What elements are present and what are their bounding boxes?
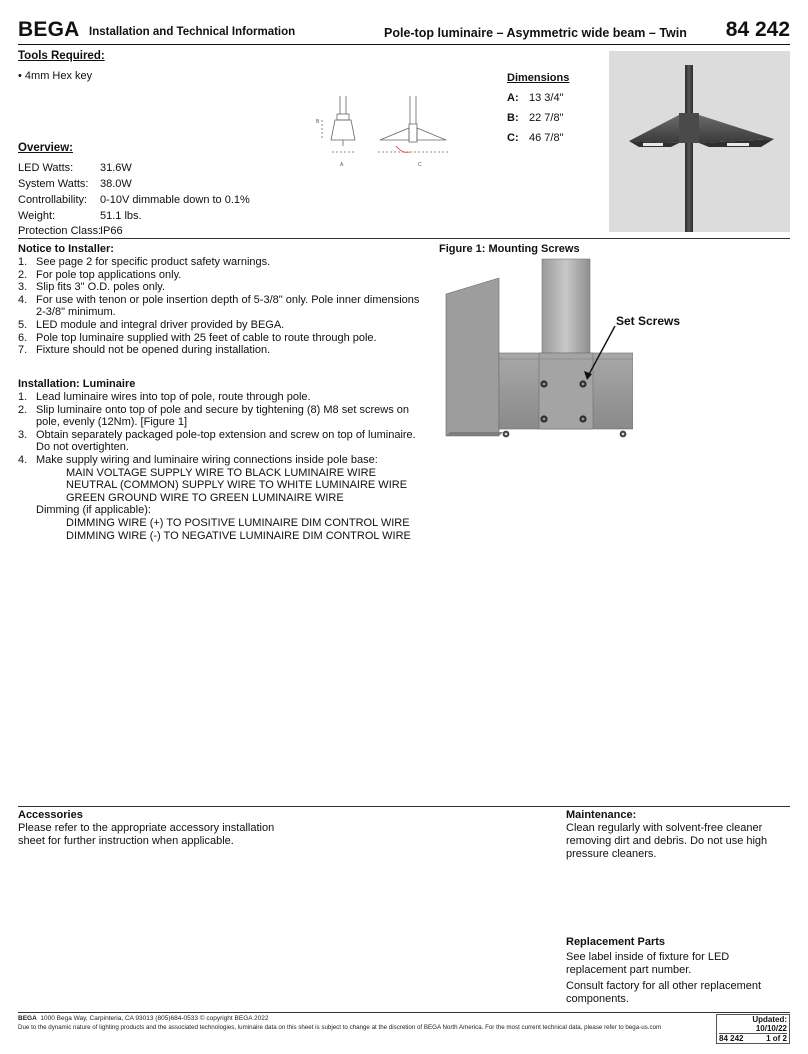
dimension-row-a xyxy=(507,92,564,104)
product-number: 84 242 xyxy=(725,18,790,41)
header-subtitle: Installation and Technical Information xyxy=(89,26,296,38)
product-photo xyxy=(609,51,790,232)
figure-caption: Figure 1: Mounting Screws xyxy=(439,243,580,255)
list-item: 5. LED module and integral driver provided by BEGA. xyxy=(18,318,285,331)
dim-c-label: C: xyxy=(507,132,519,144)
list-item: 3. Obtain separately packaged pole-top extension and screw on top of luminaire. Do not overtighten. xyxy=(18,428,416,454)
footer-updated: Updated: 10/10/22 xyxy=(752,1015,787,1033)
brand-logo: BEGA xyxy=(18,18,80,41)
tool-item: • 4mm Hex key xyxy=(18,70,93,82)
mounting-screws-figure xyxy=(443,256,633,442)
maintenance-text: Clean regularly with solvent-free cleaner removing dirt and debris. Do not use high pressure cleaners. xyxy=(566,822,768,860)
dim-label-c: C xyxy=(418,162,422,168)
accessories-heading: Accessories xyxy=(18,809,83,821)
replacement-text: See label inside of fixture for LED replacement part number. xyxy=(566,951,730,976)
spec-value: 51.1 lbs. xyxy=(100,210,142,222)
footer-disclaimer: Due to the dynamic nature of lighting products and the associated technologies, luminaire data on this sheet is subject to change at the discretion of BEGA North America. For the most current technical data, please refer to bega-us.com xyxy=(18,1024,662,1031)
spec-value: 0-10V dimmable down to 0.1% xyxy=(100,194,250,206)
notice-heading: Notice to Installer: xyxy=(18,243,114,255)
footer-update-box xyxy=(716,1014,790,1044)
list-item: 6. Pole top luminaire supplied with 25 feet of cable to route through pole. xyxy=(18,331,377,344)
header-rule xyxy=(18,44,790,45)
spec-label: LED Watts: xyxy=(18,162,74,174)
installation-section xyxy=(18,378,432,542)
list-item: 1. Lead luminaire wires into top of pole, route through pole. xyxy=(18,391,311,403)
replacement-section xyxy=(566,936,790,1006)
maintenance-section xyxy=(566,809,790,861)
wiring-line: MAIN VOLTAGE SUPPLY WIRE TO BLACK LUMINAIRE WIRE xyxy=(66,466,376,479)
list-item: 3. Slip fits 3" O.D. poles only. xyxy=(18,281,166,294)
dimension-row-c xyxy=(507,132,564,144)
footer-page: 1 of 2 xyxy=(766,1034,787,1043)
footer-address: 1000 Bega Way, Carpinteria, CA 93013 (805)684-0533 © copyright BEGA 2022 xyxy=(40,1015,269,1022)
footer xyxy=(18,1014,708,1032)
dimming-line: DIMMING WIRE (-) TO NEGATIVE LUMINAIRE DIM CONTROL WIRE xyxy=(66,529,411,542)
replacement-text: Consult factory for all other replacement components. xyxy=(566,980,762,1005)
section-divider xyxy=(18,238,790,239)
dimming-label: Dimming (if applicable): xyxy=(36,504,151,517)
list-item: 2. For pole top applications only. xyxy=(18,268,182,281)
list-item: 4. Make supply wiring and luminaire wiring connections inside pole base: xyxy=(18,453,378,466)
spec-value: 38.0W xyxy=(100,178,132,190)
dimension-row-b xyxy=(507,112,564,124)
overview-heading: Overview: xyxy=(18,142,73,154)
dim-label-a: A xyxy=(340,162,344,168)
list-item: 1. See page 2 for specific product safety warnings. xyxy=(18,256,271,268)
installation-heading: Installation: Luminaire xyxy=(18,378,136,390)
spec-value: 31.6W xyxy=(100,162,132,174)
dimensions-heading: Dimensions xyxy=(507,72,570,84)
replacement-heading: Replacement Parts xyxy=(566,936,666,948)
tools-heading: Tools Required: xyxy=(18,50,105,62)
installation-list xyxy=(18,391,432,467)
footer-brand: BEGA xyxy=(18,1015,37,1022)
list-item: 4. For use with tenon or pole insertion depth of 5-3/8" only. Pole inner dimensions 2-3/8" minimum. xyxy=(18,293,420,319)
dim-c-value: 46 7/8" xyxy=(529,132,564,144)
footer-number: 84 242 xyxy=(719,1034,744,1043)
spec-label: System Watts: xyxy=(18,178,89,190)
notice-list xyxy=(18,256,432,357)
maintenance-heading: Maintenance: xyxy=(566,809,637,821)
dimming-line: DIMMING WIRE (+) TO POSITIVE LUMINAIRE DIM CONTROL WIRE xyxy=(66,516,410,529)
set-screws-callout: Set Screws xyxy=(616,314,681,328)
dim-a-value: 13 3/4" xyxy=(529,92,564,104)
footer-rule xyxy=(18,1012,790,1013)
accessories-text: Please refer to the appropriate accessory installation sheet for further instruction when applicable. xyxy=(18,822,275,847)
spec-label: Protection Class: xyxy=(18,225,102,237)
wiring-line: NEUTRAL (COMMON) SUPPLY WIRE TO WHITE LUMINAIRE WIRE xyxy=(66,479,408,492)
spec-value: IP66 xyxy=(100,225,123,237)
notice-section xyxy=(18,243,432,357)
dimension-drawing xyxy=(312,92,462,172)
section-divider xyxy=(18,806,790,807)
list-item: 2. Slip luminaire onto top of pole and secure by tightening (8) M8 set screws on pole, evenly (12Nm). [Figure 1] xyxy=(18,403,409,429)
dim-a-label: A: xyxy=(507,92,519,104)
dim-b-label: B: xyxy=(507,112,519,124)
dim-label-b: B xyxy=(316,119,320,125)
spec-label: Controllability: xyxy=(18,194,88,206)
list-item: 7. Fixture should not be opened during installation. xyxy=(18,344,271,357)
page-title: Pole-top luminaire – Asymmetric wide beam – Twin xyxy=(384,26,687,40)
spec-label: Weight: xyxy=(18,210,56,222)
dim-b-value: 22 7/8" xyxy=(529,112,564,124)
accessories-section xyxy=(18,809,288,848)
wiring-line: GREEN GROUND WIRE TO GREEN LUMINAIRE WIRE xyxy=(66,491,344,504)
